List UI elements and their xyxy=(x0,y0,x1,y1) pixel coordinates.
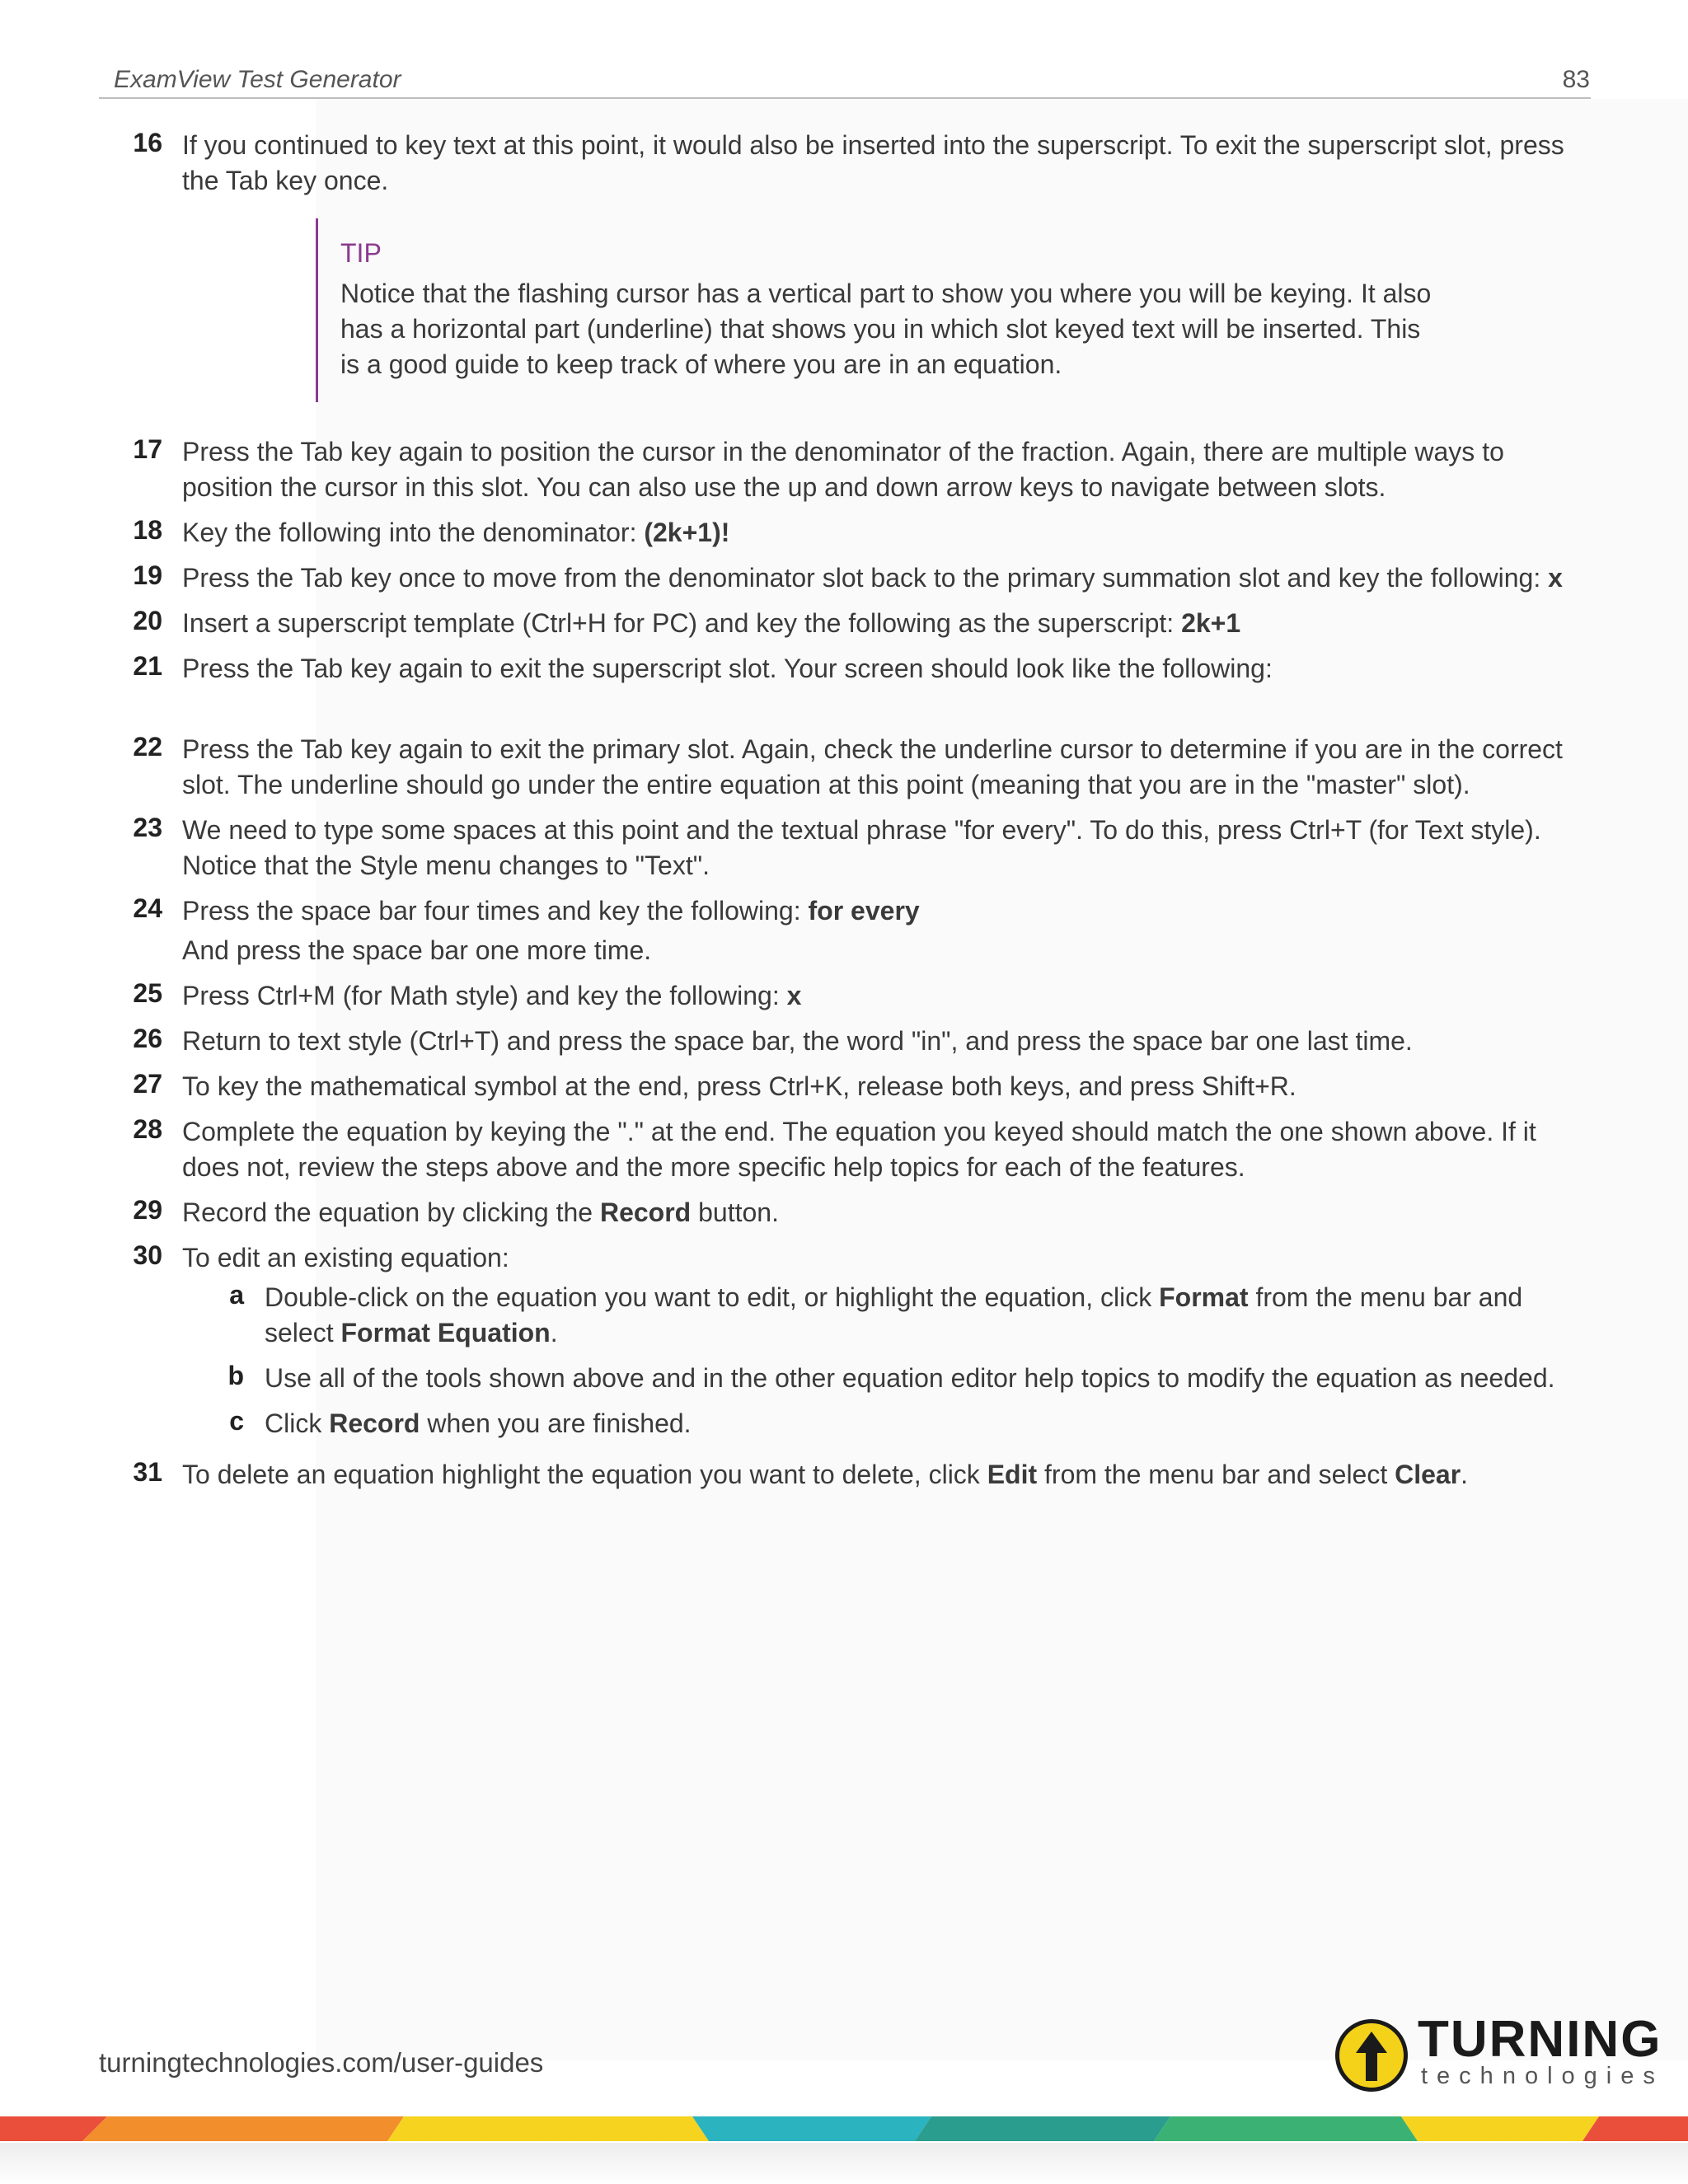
ui-term-clear: Clear xyxy=(1395,1460,1461,1489)
step-text xyxy=(182,606,1583,641)
step-text xyxy=(182,560,1583,596)
step-text: To edit an existing equation: xyxy=(182,1243,509,1272)
step-number: 28 xyxy=(133,1114,162,1144)
page-number: 83 xyxy=(1562,66,1590,93)
step-number: 30 xyxy=(133,1240,162,1270)
substep-text-plain: from the menu bar and select xyxy=(265,1282,1523,1347)
tip-label: TIP xyxy=(340,238,382,268)
substep-text-plain: . xyxy=(550,1318,558,1347)
substep-text-plain: when you are finished. xyxy=(420,1408,692,1438)
step-number: 26 xyxy=(133,1024,162,1053)
step-text-plain: Insert a superscript template (Ctrl+H for PC) and key the following as the superscript: xyxy=(182,608,1182,638)
header-divider xyxy=(99,97,1591,99)
step-text: Press the Tab key again to position the cursor in the denominator of the fraction. Again, there are multiple ways to position the cursor in this slot. You can also use the up and down arrow keys to navigate between slots. xyxy=(182,437,1504,502)
turning-logo xyxy=(1335,2011,1664,2097)
step-number: 31 xyxy=(133,1457,162,1487)
footer-shadow xyxy=(0,2143,1688,2184)
logo-wordmark: TURNING xyxy=(1418,2011,1662,2068)
step-key-input: x xyxy=(786,981,802,1010)
substep-letter: c xyxy=(229,1406,244,1436)
step-text-plain: . xyxy=(1461,1460,1469,1489)
step-text: To key the mathematical symbol at the end, press Ctrl+K, release both keys, and press Shift+R. xyxy=(182,1071,1296,1101)
step-note: And press the space bar one more time. xyxy=(182,935,652,965)
step-text: Complete the equation by keying the "." at the end. The equation you keyed should match the one shown above. If it does not, review the steps above and the more specific help topics for each of the features. xyxy=(182,1117,1536,1182)
substep-letter: a xyxy=(229,1280,244,1310)
step-number: 21 xyxy=(133,651,162,681)
step-number: 27 xyxy=(133,1069,162,1099)
step-text: Return to text style (Ctrl+T) and press the space bar, the word "in", and press the space bar one last time. xyxy=(182,1026,1413,1056)
logo-subtitle: technologies xyxy=(1421,2063,1664,2089)
step-text: Press the Tab key again to exit the primary slot. Again, check the underline cursor to determine if you are in the correct slot. The underline should go under the entire equation at this point (meaning that you are in the "master" slot). xyxy=(182,734,1563,799)
step-text-plain: Record the equation by clicking the xyxy=(182,1197,600,1227)
step-number: 18 xyxy=(133,515,162,545)
step-text xyxy=(182,1195,1583,1230)
step-text-plain: Key the following into the denominator: xyxy=(182,518,645,547)
step-number: 16 xyxy=(133,128,162,157)
step-key-input: (2k+1)! xyxy=(644,518,730,547)
step-number: 24 xyxy=(133,893,162,923)
ui-term-format: Format xyxy=(1159,1282,1249,1312)
substep-text-plain: Double-click on the equation you want to edit, or highlight the equation, click xyxy=(265,1282,1160,1312)
step-number: 22 xyxy=(133,732,162,762)
step-text: Press the Tab key again to exit the superscript slot. Your screen should look like the following: xyxy=(182,654,1273,683)
step-number: 23 xyxy=(133,813,162,842)
step-text-plain: button. xyxy=(691,1197,779,1227)
footer-color-stripe xyxy=(0,2116,1688,2141)
step-text xyxy=(182,1457,1583,1493)
tip-box xyxy=(316,218,1472,402)
ui-term-record: Record xyxy=(329,1408,420,1438)
step-text xyxy=(182,978,1583,1014)
step-text-plain: Press the space bar four times and key the following: xyxy=(182,896,809,926)
substep-text xyxy=(265,1280,1583,1351)
ui-term-format-equation: Format Equation xyxy=(340,1318,551,1347)
ui-term-record: Record xyxy=(599,1197,692,1227)
step-key-input: 2k+1 xyxy=(1181,608,1241,638)
step-text: If you continued to key text at this point, it would also be inserted into the superscript. To exit the superscript slot, press the Tab key once. xyxy=(182,130,1564,195)
substep-text xyxy=(265,1406,1583,1441)
step-text-plain: To delete an equation highlight the equation you want to delete, click xyxy=(182,1460,987,1489)
step-number: 20 xyxy=(133,606,162,635)
step-number: 17 xyxy=(133,434,162,464)
footer-url[interactable]: turningtechnologies.com/user-guides xyxy=(99,2047,544,2078)
substep-text: Use all of the tools shown above and in the other equation editor help topics to modify the equation as needed. xyxy=(265,1363,1555,1393)
ui-term-edit: Edit xyxy=(987,1460,1038,1489)
step-text-plain: Press the Tab key once to move from the denominator slot back to the primary summation slot and key the following: xyxy=(182,563,1549,593)
step-text xyxy=(182,515,1583,551)
step-number: 25 xyxy=(133,978,162,1008)
page-header xyxy=(114,66,1590,99)
substep-letter: b xyxy=(227,1361,244,1390)
turning-arrow-icon xyxy=(1335,2019,1408,2092)
step-text: We need to type some spaces at this point and the textual phrase "for every". To do this, press Ctrl+T (for Text style). Notice that the Style menu changes to "Text". xyxy=(182,815,1541,880)
step-text-plain: from the menu bar and select xyxy=(1037,1460,1395,1489)
step-key-input: x xyxy=(1548,563,1563,593)
step-text xyxy=(182,893,1583,968)
step-number: 19 xyxy=(133,560,162,590)
substep-text-plain: Click xyxy=(265,1408,330,1438)
document-title: ExamView Test Generator xyxy=(114,66,401,93)
tip-text: Notice that the flashing cursor has a vertical part to show you where you will be keying. It also has a horizontal part (underline) that shows you in which slot keyed text will be inserted. This is a good guide to keep track of where you are in an equation. xyxy=(340,279,1432,379)
step-key-input: for every xyxy=(808,896,920,926)
step-number: 29 xyxy=(133,1195,162,1225)
step-text-plain: Press Ctrl+M (for Math style) and key the following: xyxy=(182,981,787,1010)
